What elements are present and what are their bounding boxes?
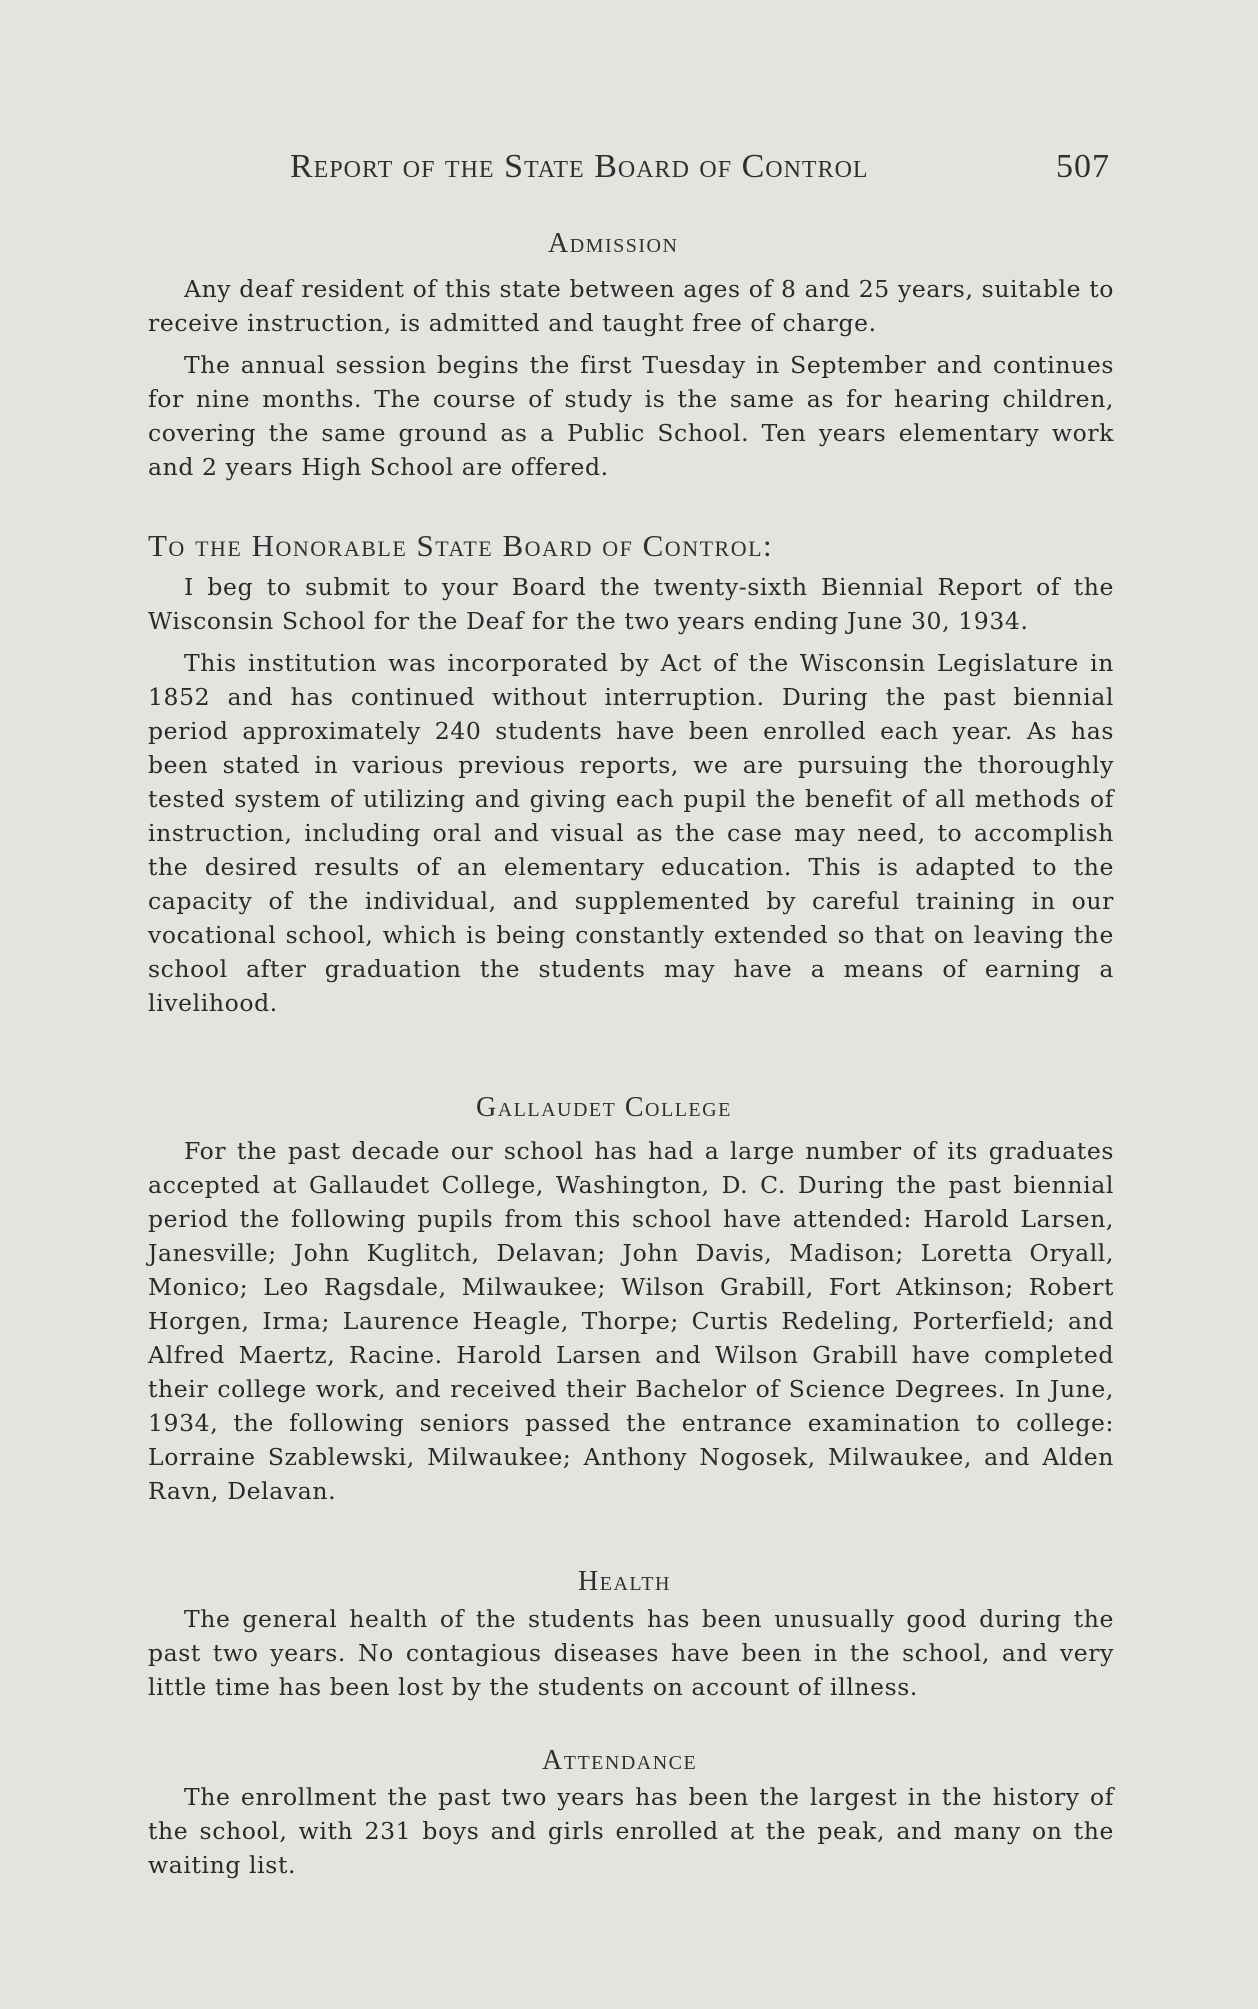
running-header: [290, 148, 1110, 186]
admission-section: [148, 272, 1114, 484]
salutation: To the Honorable State Board of Control:: [148, 528, 774, 563]
letter-paragraph-1: I beg to submit to your Board the twenty-sixth Biennial Report of the Wisconsin School for the Deaf for the two years ending June 30, 1934.: [148, 573, 1114, 635]
admission-paragraph-1: Any deaf resident of this state between ages of 8 and 25 years, suitable to receive instruction, is admitted and taught free of charge.: [148, 275, 1114, 337]
gallaudet-section: [148, 1134, 1114, 1508]
admission-paragraph-2: The annual session begins the first Tuesday in September and continues for nine months. The course of study is the same as for hearing children, covering the same ground as a Public School. Ten years elementary work and 2 years High School are offered.: [148, 351, 1114, 481]
running-head-title: Report of the State Board of Control: [290, 148, 869, 185]
letter-section: [148, 570, 1114, 1020]
page-number: 507: [1056, 148, 1110, 185]
health-paragraph-1: The general health of the students has been unusually good during the past two years. No contagious diseases have been in the school, and very little time has been lost by the students on account of illness.: [148, 1605, 1114, 1701]
attendance-heading: Attendance: [542, 1745, 698, 1776]
attendance-section: [148, 1780, 1114, 1882]
attendance-paragraph-1: The enrollment the past two years has been the largest in the history of the school, with 231 boys and girls enrolled at the peak, and many on the waiting list.: [148, 1783, 1114, 1879]
health-section: [148, 1602, 1114, 1704]
health-heading: Health: [578, 1566, 671, 1597]
admission-heading: Admission: [548, 228, 679, 259]
gallaudet-paragraph-1: For the past decade our school has had a large number of its graduates accepted at Gallaudet College, Washington, D. C. During the past biennial period the following pupils from this school have attended: Harold Larsen, Janesville; John Kuglitch, Delavan; John Davis, Madison; Loretta Oryall, Monico; Leo Ragsdale, Milwaukee; Wilson Grabill, Fort Atkinson; Robert Horgen, Irma; Laurence Heagle, Thorpe; Curtis Redeling, Porterfield; and Alfred Maertz, Racine. Harold Larsen and Wilson Grabill have completed their college work, and received their Bachelor of Science Degrees. In June, 1934, the following seniors passed the entrance examination to college: Lorraine Szablewski, Milwaukee; Anthony Nogosek, Milwaukee, and Alden Ravn, Delavan.: [148, 1137, 1114, 1505]
letter-paragraph-2: This institution was incorporated by Act of the Wisconsin Legislature in 1852 and has continued without interruption. During the past biennial period approximately 240 students have been enrolled each year. As has been stated in various previous reports, we are pursuing the thoroughly tested system of utilizing and giving each pupil the benefit of all methods of instruction, including oral and visual as the case may need, to accomplish the desired results of an elementary education. This is adapted to the capacity of the individual, and supplemented by careful training in our vocational school, which is being constantly extended so that on leaving the school after graduation the students may have a means of earning a livelihood.: [148, 649, 1114, 1017]
gallaudet-heading: Gallaudet College: [476, 1092, 732, 1123]
